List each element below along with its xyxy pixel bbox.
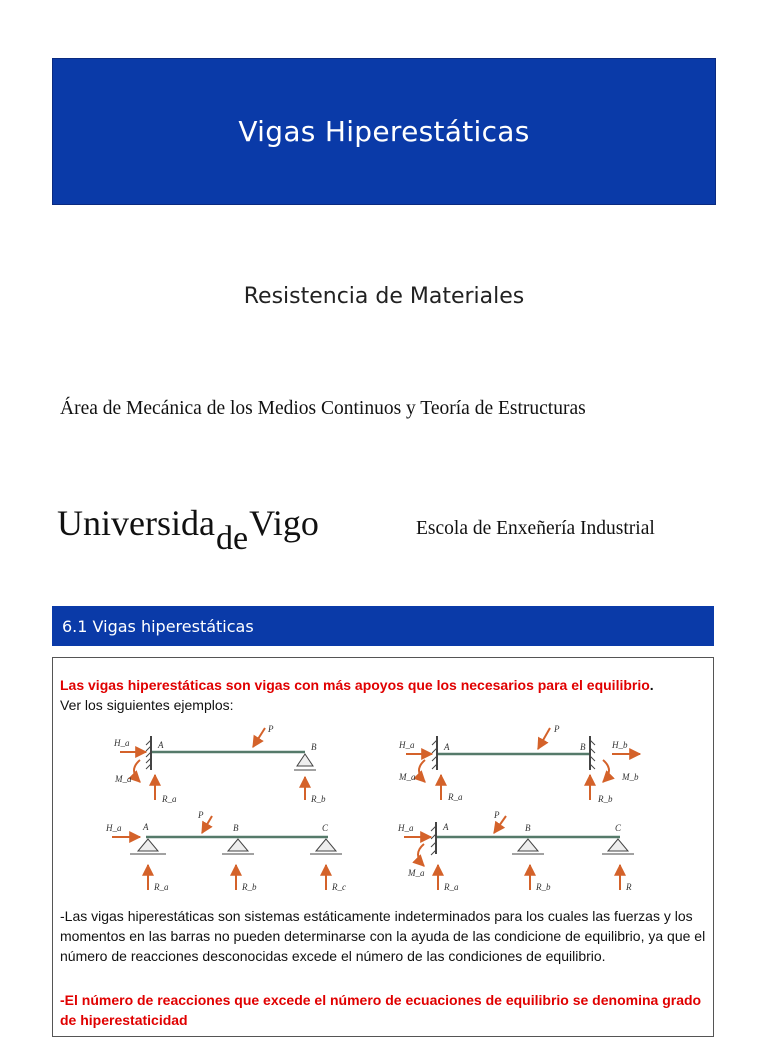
school-name: Escola de Enxeñería Industrial: [416, 518, 655, 539]
svg-text:R_b: R_b: [598, 794, 613, 804]
svg-text:C: C: [322, 823, 329, 833]
diagram-fixed-fixed: [398, 724, 640, 804]
svg-text:M_b: M_b: [622, 772, 639, 782]
department-area: Área de Mecánica de los Medios Continuos y Teoría de Estructuras: [60, 398, 586, 419]
svg-text:B: B: [525, 823, 531, 833]
explanation-paragraph: -Las vigas hiperestáticas son sistemas estáticamente indeterminados para los cuales las fuerzas y los momentos en las barras no pueden determinarse con la ayuda de las condicione de equilibrio, ya que el número de reacciones desconocidas excede el número de las condiciones de equilibrio.: [60, 908, 706, 964]
course-subtitle: Resistencia de Materiales: [243, 284, 525, 309]
intro-statement: Las vigas hiperestáticas son vigas con más apoyos que los necesarios para el equilibrio.: [60, 677, 654, 693]
diagram-fixed-roller: [113, 724, 326, 804]
svg-text:A: A: [444, 742, 450, 752]
hyperstaticity-note: -El número de reacciones que excede el número de ecuaciones de equilibrio se denomina grado de hiperestaticidad: [60, 992, 702, 1028]
svg-text:H_a: H_a: [398, 823, 414, 833]
svg-text:B: B: [580, 742, 586, 752]
svg-text:R_a: R_a: [162, 794, 177, 804]
diagram-three-supports: [105, 810, 346, 892]
svg-text:R_a: R_a: [448, 792, 463, 802]
svg-text:P: P: [494, 810, 500, 820]
svg-text:H_a: H_a: [106, 823, 122, 833]
svg-text:H_a: H_a: [114, 738, 130, 748]
svg-text:C: C: [615, 823, 622, 833]
slide-title: Vigas Hiperestáticas: [238, 115, 530, 148]
svg-text:H_a: H_a: [399, 740, 415, 750]
svg-text:R_b: R_b: [311, 794, 326, 804]
svg-text:M_a: M_a: [408, 868, 425, 878]
section-title: 6.1 Vigas hiperestáticas: [62, 616, 254, 636]
svg-text:P: P: [198, 810, 204, 820]
svg-text:R_a: R_a: [154, 882, 169, 892]
svg-text:P: P: [554, 724, 560, 734]
university-logo: UniversidadeVigo: [57, 503, 319, 557]
svg-text:P: P: [268, 724, 274, 734]
svg-text:A: A: [158, 740, 164, 750]
svg-text:R_c: R_c: [332, 882, 346, 892]
see-examples-text: Ver los siguientes ejemplos:: [60, 697, 234, 713]
svg-text:M_a: M_a: [399, 772, 416, 782]
svg-text:B: B: [311, 742, 317, 752]
svg-text:R_a: R_a: [444, 882, 459, 892]
diagram-fixed-two-rollers: [397, 810, 634, 892]
svg-text:A: A: [443, 822, 449, 832]
svg-text:R_b: R_b: [242, 882, 257, 892]
svg-text:A: A: [143, 822, 149, 832]
svg-text:R_b: R_b: [536, 882, 551, 892]
svg-text:M_a: M_a: [115, 774, 132, 784]
svg-text:H_b: H_b: [612, 740, 628, 750]
svg-text:R: R: [626, 882, 632, 892]
svg-text:B: B: [233, 823, 239, 833]
